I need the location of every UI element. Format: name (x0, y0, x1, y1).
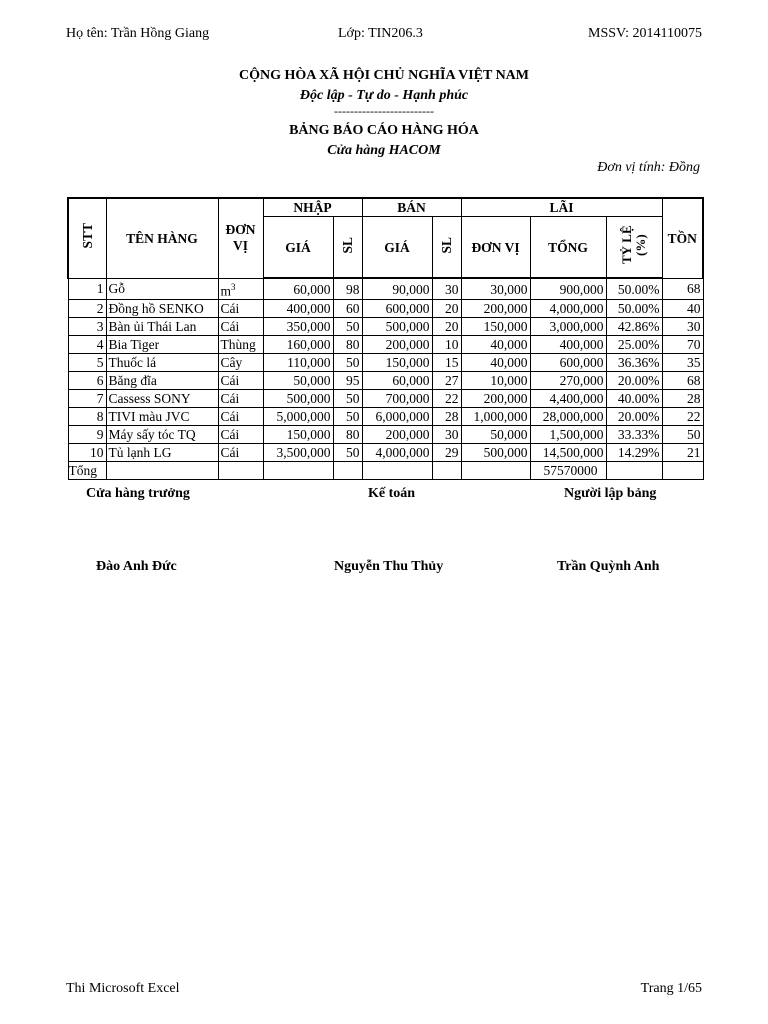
cell-profit-total: 400,000 (530, 336, 606, 354)
cell-name: Gỗ (106, 278, 218, 300)
cell-unit: Cây (218, 354, 263, 372)
signer-name-accountant: Nguyễn Thu Thủy (334, 559, 444, 574)
cell-unit: Cái (218, 318, 263, 336)
cell-sale-price: 6,000,000 (362, 408, 432, 426)
cell-sale-qty: 20 (432, 318, 461, 336)
cell-profit-rate: 20.00% (606, 408, 662, 426)
header-name: Họ tên: Trần Hồng Giang (66, 26, 210, 41)
cell-stt: 2 (68, 300, 106, 318)
cell-stock: 28 (662, 390, 703, 408)
cell-profit-rate: 40.00% (606, 390, 662, 408)
signer-role-preparer: Người lập bảng (564, 486, 657, 501)
cell-sale-qty: 30 (432, 426, 461, 444)
cell-profit-total: 270,000 (530, 372, 606, 390)
cell-profit-rate: 25.00% (606, 336, 662, 354)
cell-stock: 22 (662, 408, 703, 426)
cell-import-qty: 80 (333, 336, 362, 354)
total-row (68, 462, 703, 480)
cell-name: TIVI màu JVC (106, 408, 218, 426)
cell-import-qty: 50 (333, 354, 362, 372)
col-sale-header: BÁN (362, 198, 461, 217)
cell-profit-unit: 200,000 (461, 390, 530, 408)
cell-name: Máy sấy tóc TQ (106, 426, 218, 444)
table-row (68, 318, 703, 336)
footer-left: Thi Microsoft Excel (66, 981, 180, 996)
table-row (68, 300, 703, 318)
cell-import-qty: 98 (333, 278, 362, 300)
cell-profit-total: 4,000,000 (530, 300, 606, 318)
unit-superscript: 3 (231, 281, 236, 292)
cell-stt: 7 (68, 390, 106, 408)
cell-sale-price: 700,000 (362, 390, 432, 408)
cell-name: Cassess SONY (106, 390, 218, 408)
cell-unit: Cái (218, 408, 263, 426)
cell-unit: Thùng (218, 336, 263, 354)
col-name-header: TÊN HÀNG (106, 198, 218, 278)
cell-profit-rate: 50.00% (606, 300, 662, 318)
header-class: Lớp: TIN206.3 (338, 26, 423, 41)
cell-stt: 4 (68, 336, 106, 354)
cell-name: Bia Tiger (106, 336, 218, 354)
col-stock-header: TỒN (662, 198, 703, 278)
cell-stt: 6 (68, 372, 106, 390)
cell-profit-unit: 50,000 (461, 426, 530, 444)
cell-unit: $m^3$ (218, 278, 263, 300)
cell-stt: 9 (68, 426, 106, 444)
cell-sale-qty: 22 (432, 390, 461, 408)
cell-sale-qty: 29 (432, 444, 461, 462)
title-divider: ------------------------- (334, 104, 434, 118)
motto: Độc lập - Tự do - Hạnh phúc (299, 88, 469, 103)
sale-qty-header: SL (432, 217, 461, 279)
cell-import-price: 160,000 (263, 336, 333, 354)
import-price-header: GIÁ (263, 217, 333, 279)
import-qty-header: SL (333, 217, 362, 279)
cell-unit: Cái (218, 300, 263, 318)
profit-rate-header: TỶ LỆ (%) (606, 217, 662, 279)
cell-import-qty: 50 (333, 408, 362, 426)
cell-profit-total: 28,000,000 (530, 408, 606, 426)
cell-profit-total: 1,500,000 (530, 426, 606, 444)
cell-stock: 30 (662, 318, 703, 336)
cell-profit-unit: 30,000 (461, 278, 530, 300)
cell-stt: 8 (68, 408, 106, 426)
cell-profit-total: 900,000 (530, 278, 606, 300)
cell-profit-unit: 10,000 (461, 372, 530, 390)
report-title: BẢNG BÁO CÁO HÀNG HÓA (289, 123, 479, 138)
col-stt-header: STT (68, 198, 106, 278)
cell-unit: Cái (218, 390, 263, 408)
cell-sale-price: 500,000 (362, 318, 432, 336)
cell-profit-unit: 40,000 (461, 354, 530, 372)
cell-stt: 3 (68, 318, 106, 336)
cell-sale-qty: 10 (432, 336, 461, 354)
cell-stt: 5 (68, 354, 106, 372)
table-row (68, 354, 703, 372)
cell-import-price: 400,000 (263, 300, 333, 318)
cell-sale-price: 90,000 (362, 278, 432, 300)
cell-sale-price: 200,000 (362, 336, 432, 354)
cell-import-price: 50,000 (263, 372, 333, 390)
cell-import-price: 60,000 (263, 278, 333, 300)
cell-stock: 40 (662, 300, 703, 318)
col-import-header: NHẬP (263, 198, 362, 217)
cell-import-qty: 50 (333, 318, 362, 336)
cell-stock: 21 (662, 444, 703, 462)
cell-stock: 50 (662, 426, 703, 444)
cell-import-qty: 95 (333, 372, 362, 390)
profit-total-header: TỔNG (530, 217, 606, 279)
signer-role-accountant: Kế toán (368, 486, 416, 501)
table-row (68, 408, 703, 426)
cell-stt: 1 (68, 278, 106, 300)
cell-profit-unit: 200,000 (461, 300, 530, 318)
cell-sale-price: 150,000 (362, 354, 432, 372)
cell-name: Tủ lạnh LG (106, 444, 218, 462)
total-label: Tổng (68, 462, 106, 480)
cell-sale-qty: 28 (432, 408, 461, 426)
cell-import-price: 150,000 (263, 426, 333, 444)
col-unit-header: ĐƠN VỊ (218, 198, 263, 278)
cell-profit-unit: 40,000 (461, 336, 530, 354)
cell-profit-rate: 36.36% (606, 354, 662, 372)
cell-stock: 68 (662, 278, 703, 300)
table-row (68, 278, 703, 300)
cell-profit-total: 600,000 (530, 354, 606, 372)
total-value: 57570000 (530, 462, 606, 480)
table-row (68, 444, 703, 462)
sale-price-header: GIÁ (362, 217, 432, 279)
signer-role-store-manager: Cửa hàng trưởng (86, 486, 190, 501)
cell-profit-rate: 42.86% (606, 318, 662, 336)
cell-name: Đồng hồ SENKO (106, 300, 218, 318)
cell-profit-unit: 1,000,000 (461, 408, 530, 426)
cell-stock: 68 (662, 372, 703, 390)
cell-stock: 70 (662, 336, 703, 354)
cell-stt: 10 (68, 444, 106, 462)
cell-profit-total: 4,400,000 (530, 390, 606, 408)
cell-profit-rate: 14.29% (606, 444, 662, 462)
cell-import-price: 350,000 (263, 318, 333, 336)
table-row (68, 390, 703, 408)
table-row (68, 372, 703, 390)
cell-unit: Cái (218, 426, 263, 444)
cell-unit: Cái (218, 444, 263, 462)
cell-import-price: 3,500,000 (263, 444, 333, 462)
country-title: CỘNG HÒA XÃ HỘI CHỦ NGHĨA VIỆT NAM (238, 68, 529, 83)
store-name: Cửa hàng HACOM (327, 143, 441, 158)
cell-sale-price: 600,000 (362, 300, 432, 318)
cell-import-price: 5,000,000 (263, 408, 333, 426)
cell-sale-qty: 27 (432, 372, 461, 390)
cell-sale-price: 60,000 (362, 372, 432, 390)
cell-profit-rate: 50.00% (606, 278, 662, 300)
cell-profit-unit: 500,000 (461, 444, 530, 462)
cell-profit-unit: 150,000 (461, 318, 530, 336)
goods-report-table (67, 197, 704, 480)
cell-sale-price: 4,000,000 (362, 444, 432, 462)
cell-profit-rate: 33.33% (606, 426, 662, 444)
cell-import-qty: 80 (333, 426, 362, 444)
cell-import-qty: 50 (333, 390, 362, 408)
table-row (68, 426, 703, 444)
cell-name: Bàn ủi Thái Lan (106, 318, 218, 336)
cell-sale-qty: 20 (432, 300, 461, 318)
cell-sale-price: 200,000 (362, 426, 432, 444)
cell-stock: 35 (662, 354, 703, 372)
cell-unit: Cái (218, 372, 263, 390)
cell-profit-rate: 20.00% (606, 372, 662, 390)
currency-unit: Đơn vị tính: Đồng (597, 160, 700, 175)
cell-name: Thuốc lá (106, 354, 218, 372)
cell-sale-qty: 30 (432, 278, 461, 300)
cell-import-price: 500,000 (263, 390, 333, 408)
signer-name-preparer: Trần Quỳnh Anh (557, 559, 660, 574)
cell-import-qty: 50 (333, 444, 362, 462)
profit-unit-header: ĐƠN VỊ (461, 217, 530, 279)
cell-import-qty: 60 (333, 300, 362, 318)
cell-profit-total: 14,500,000 (530, 444, 606, 462)
footer-page: Trang 1/65 (640, 981, 702, 996)
table-row (68, 336, 703, 354)
col-profit-header: LÃI (461, 198, 662, 217)
header-student-id: MSSV: 2014110075 (588, 26, 702, 41)
cell-name: Băng đĩa (106, 372, 218, 390)
signer-name-store-manager: Đào Anh Đức (96, 559, 177, 574)
cell-sale-qty: 15 (432, 354, 461, 372)
cell-import-price: 110,000 (263, 354, 333, 372)
cell-profit-total: 3,000,000 (530, 318, 606, 336)
